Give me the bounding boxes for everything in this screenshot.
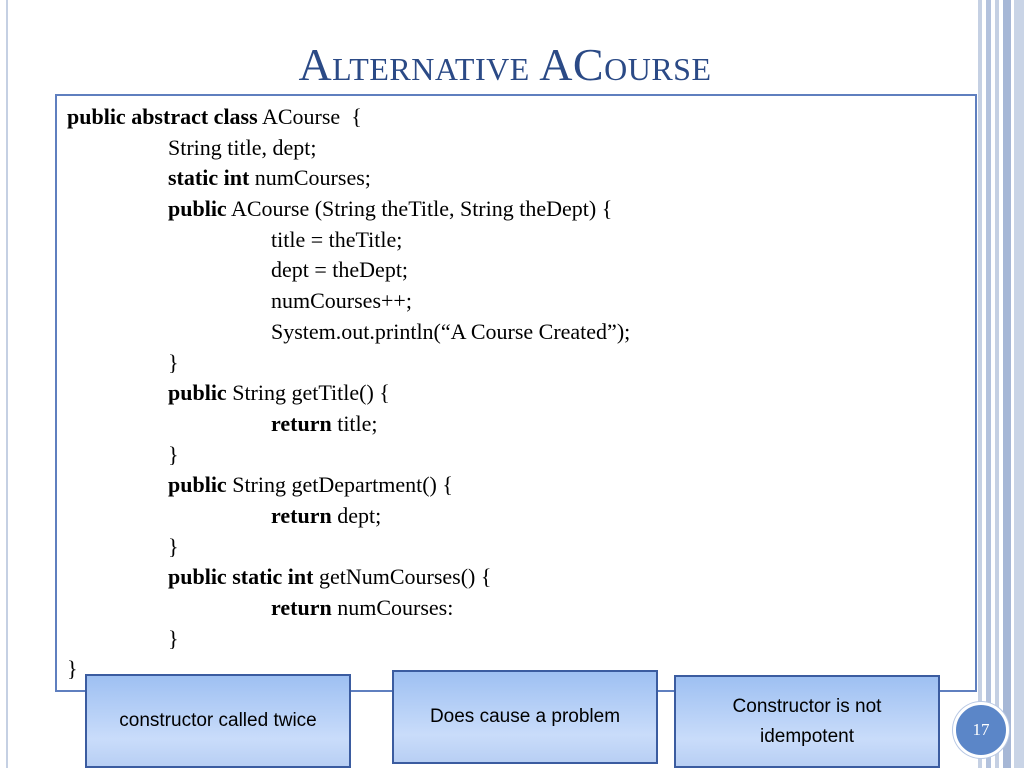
code-keyword: return bbox=[271, 502, 332, 528]
code-text: ACourse { bbox=[257, 104, 362, 129]
code-line bbox=[67, 317, 630, 348]
page-number-badge bbox=[953, 702, 1009, 758]
code-text: title; bbox=[331, 410, 378, 436]
code-line bbox=[67, 163, 630, 194]
code-keyword: public bbox=[168, 196, 227, 222]
code-line bbox=[67, 440, 630, 471]
code-text: String title, dept; bbox=[168, 134, 317, 160]
code-keyword: public bbox=[168, 380, 227, 406]
callout-label: constructor called twice bbox=[119, 710, 317, 731]
code-text: System.out.println(“A Course Created”); bbox=[271, 318, 631, 344]
code-text: title = theTitle; bbox=[271, 226, 403, 252]
code-line bbox=[67, 255, 630, 286]
code-text: String getTitle() { bbox=[226, 380, 390, 406]
code-text: dept = theDept; bbox=[271, 257, 409, 283]
code-keyword: public static int bbox=[168, 564, 314, 590]
code-line bbox=[67, 225, 630, 256]
code-text: numCourses++; bbox=[271, 288, 412, 314]
code-keyword: public abstract class bbox=[67, 104, 258, 129]
callout-label: Does cause a problem bbox=[429, 706, 621, 727]
right-stripe-4 bbox=[1003, 0, 1011, 768]
code-text: } bbox=[168, 441, 179, 467]
right-stripe-1 bbox=[978, 0, 982, 768]
left-margin-stripe bbox=[0, 0, 8, 768]
code-line bbox=[67, 624, 630, 655]
slide-title: Alternative ACourse bbox=[298, 39, 712, 90]
code-text: } bbox=[67, 656, 78, 682]
code-line bbox=[67, 532, 630, 563]
code-text: ACourse (String theTitle, String theDept) { bbox=[226, 196, 613, 222]
code-line bbox=[67, 378, 630, 409]
callout-constructor-called-twice bbox=[85, 674, 351, 768]
code-line bbox=[67, 501, 630, 532]
code-keyword: return bbox=[271, 410, 332, 436]
code-text: String getDepartment() { bbox=[226, 472, 453, 498]
code-keyword: public bbox=[168, 472, 227, 498]
right-stripe-2 bbox=[986, 0, 991, 768]
code-text: numCourses: bbox=[331, 595, 454, 620]
code-line bbox=[67, 409, 630, 440]
right-stripe-5 bbox=[1014, 0, 1024, 768]
code-keyword: return bbox=[271, 595, 332, 620]
callout-does-cause-problem bbox=[392, 670, 658, 764]
code-text: dept; bbox=[331, 502, 382, 528]
code-block bbox=[67, 102, 630, 685]
code-text: } bbox=[168, 625, 179, 651]
code-line bbox=[67, 286, 630, 317]
code-line bbox=[67, 102, 630, 133]
code-line bbox=[67, 348, 630, 379]
page-number: 17 bbox=[972, 720, 990, 739]
code-line bbox=[67, 593, 630, 624]
code-text: } bbox=[168, 349, 179, 375]
callout-not-idempotent bbox=[674, 675, 940, 768]
code-text: numCourses; bbox=[249, 165, 371, 191]
code-line bbox=[67, 470, 630, 501]
code-text: getNumCourses() { bbox=[313, 564, 492, 590]
code-line bbox=[67, 562, 630, 593]
code-line bbox=[67, 133, 630, 164]
right-stripe-3 bbox=[995, 0, 999, 768]
code-frame bbox=[55, 94, 977, 692]
callout-label: Constructor is not idempotent bbox=[732, 695, 882, 747]
code-text: } bbox=[168, 533, 179, 559]
code-line bbox=[67, 194, 630, 225]
code-keyword: static int bbox=[168, 165, 250, 191]
